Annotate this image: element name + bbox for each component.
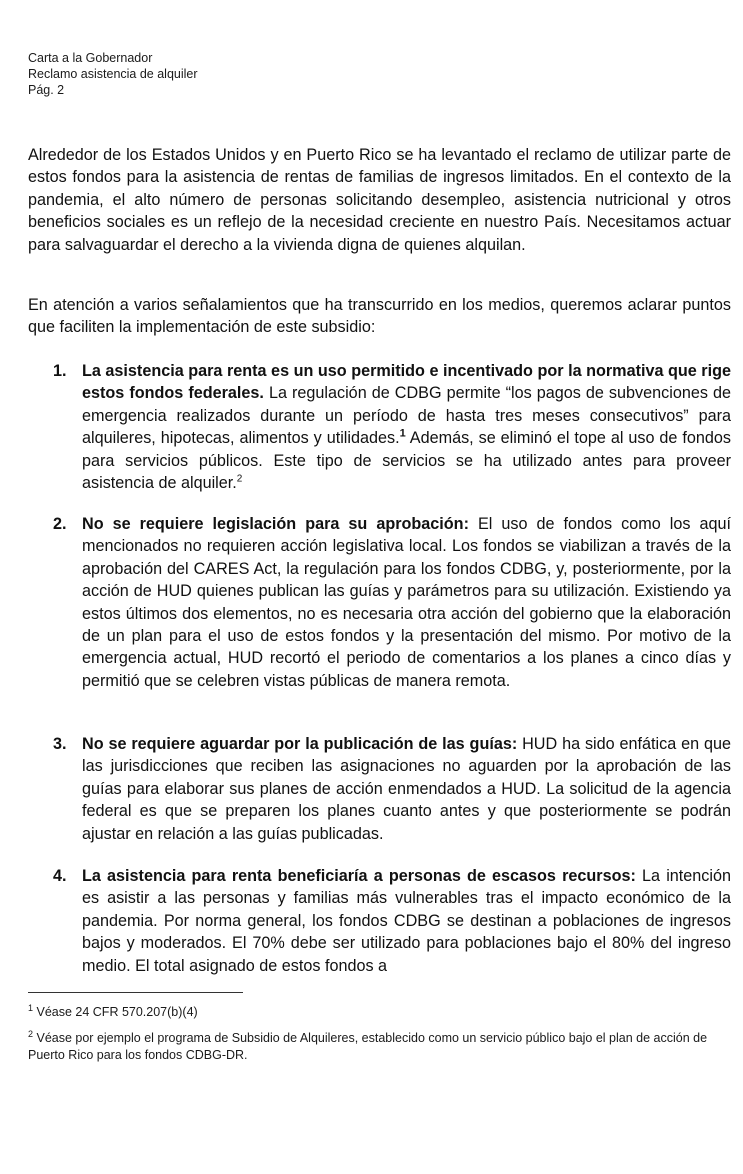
list-item-heading: La asistencia para renta es un uso permitido e incentivado por la normativa que rige estos fondos federales. — [82, 362, 731, 403]
footnote-marker: 1 — [28, 1002, 34, 1013]
list-item-body: El uso de fondos como los aquí mencionados no requieren acción legislativa local. Los fondos se viabilizan a través de la aprobación del CARES Act, la regulación para los fondos CDBG, y, posteriormente, por la acción de HUD quienes publican las guías y parámetros para su utilización. Existiendo ya estos últimos dos elementos, no es necesaria otra acción del gobierno que la elaboración de un plan para el uso de estos fondos y la presentación del mismo. Por motivo de la emergencia actual, HUD recortó el periodo de comentarios a los planes a cinco días y permitió que se celebren vistas públicas de manera remota. — [82, 515, 731, 690]
footnote-2 — [28, 1030, 733, 1064]
list-item-1 — [28, 360, 731, 494]
list-item-body: HUD ha sido enfática en que las jurisdicciones que reciben las asignaciones no aguarden por la aprobación de las guías para elaborar sus planes de acción enmendados a HUD. La solicitud de la agencia federal es que se preparen los planes cuanto antes y que posteriormente se podrán ajustar en relación a las guías publicadas. — [82, 735, 731, 843]
list-item-heading: La asistencia para renta beneficiaría a personas de escasos recursos: — [82, 867, 636, 885]
page-header — [28, 50, 198, 98]
footnotes — [28, 1004, 733, 1073]
list-item-body: La regulación de CDBG permite “los pagos de subvenciones de emergencia realizados durante un período de hasta tres meses consecutivos” para alquileres, hipotecas, alimentos y utilidades. — [82, 384, 731, 448]
list-item-text — [82, 513, 731, 692]
footnote-reference: 1 — [399, 427, 406, 440]
header-line-page: Pág. 2 — [28, 83, 65, 97]
list-item-text — [82, 733, 731, 845]
list-number: 2. — [53, 515, 67, 533]
intro-paragraph: Alrededor de los Estados Unidos y en Puerto Rico se ha levantado el reclamo de utilizar parte de estos fondos para la asistencia de rentas de familias de ingresos limitados. En el contexto de la pandemia, el alto número de personas solicitando desempleo, asistencia nutricional y otros beneficios sociales es un reflejo de la necesidad creciente en nuestro País. Necesitamos actuar para salvaguardar el derecho a la vivienda digna de quienes alquilan. — [28, 146, 731, 254]
list-item-body: La intención es asistir a las personas y familias más vulnerables tras el impacto económico de la pandemia. Por norma general, los fondos CDBG se destinan a poblaciones de ingresos bajos y moderados. El 70% debe ser utilizado para poblaciones bajo el 80% del ingreso medio. El total asignado de estos fondos a — [82, 867, 731, 975]
list-item-heading: No se requiere aguardar por la publicación de las guías: — [82, 735, 518, 753]
list-item-body-continued: Además, se eliminó el tope al uso de fondos para servicios públicos. Este tipo de servicios se ha utilizado antes para proveer asistencia de alquiler. — [82, 429, 731, 493]
header-line-subject: Reclamo asistencia de alquiler — [28, 67, 198, 81]
list-item-4 — [28, 865, 731, 977]
list-item-2 — [28, 513, 731, 692]
list-item-3 — [28, 733, 731, 845]
list-item-text — [82, 865, 731, 977]
list-item-text — [82, 360, 731, 494]
list-item-heading: No se requiere legislación para su aprobación: — [82, 515, 469, 533]
footnote-reference: 2 — [236, 473, 243, 485]
footnote-text: Véase 24 CFR 570.207(b)(4) — [33, 1005, 198, 1019]
footnote-marker: 2 — [28, 1028, 34, 1039]
footnote-text: Véase por ejemplo el programa de Subsidio de Alquileres, establecido como un servicio público bajo el plan de acción de Puerto Rico para los fondos CDBG-DR. — [28, 1031, 708, 1062]
footnote-divider — [28, 992, 243, 993]
list-number: 4. — [53, 867, 67, 885]
clarification-paragraph: En atención a varios señalamientos que ha transcurrido en los medios, queremos aclarar puntos que faciliten la implementación de este subsidio: — [28, 296, 731, 337]
header-line-recipient: Carta a la Gobernador — [28, 51, 153, 65]
list-number: 3. — [53, 735, 67, 753]
list-number: 1. — [53, 362, 67, 380]
footnote-1 — [28, 1004, 733, 1021]
